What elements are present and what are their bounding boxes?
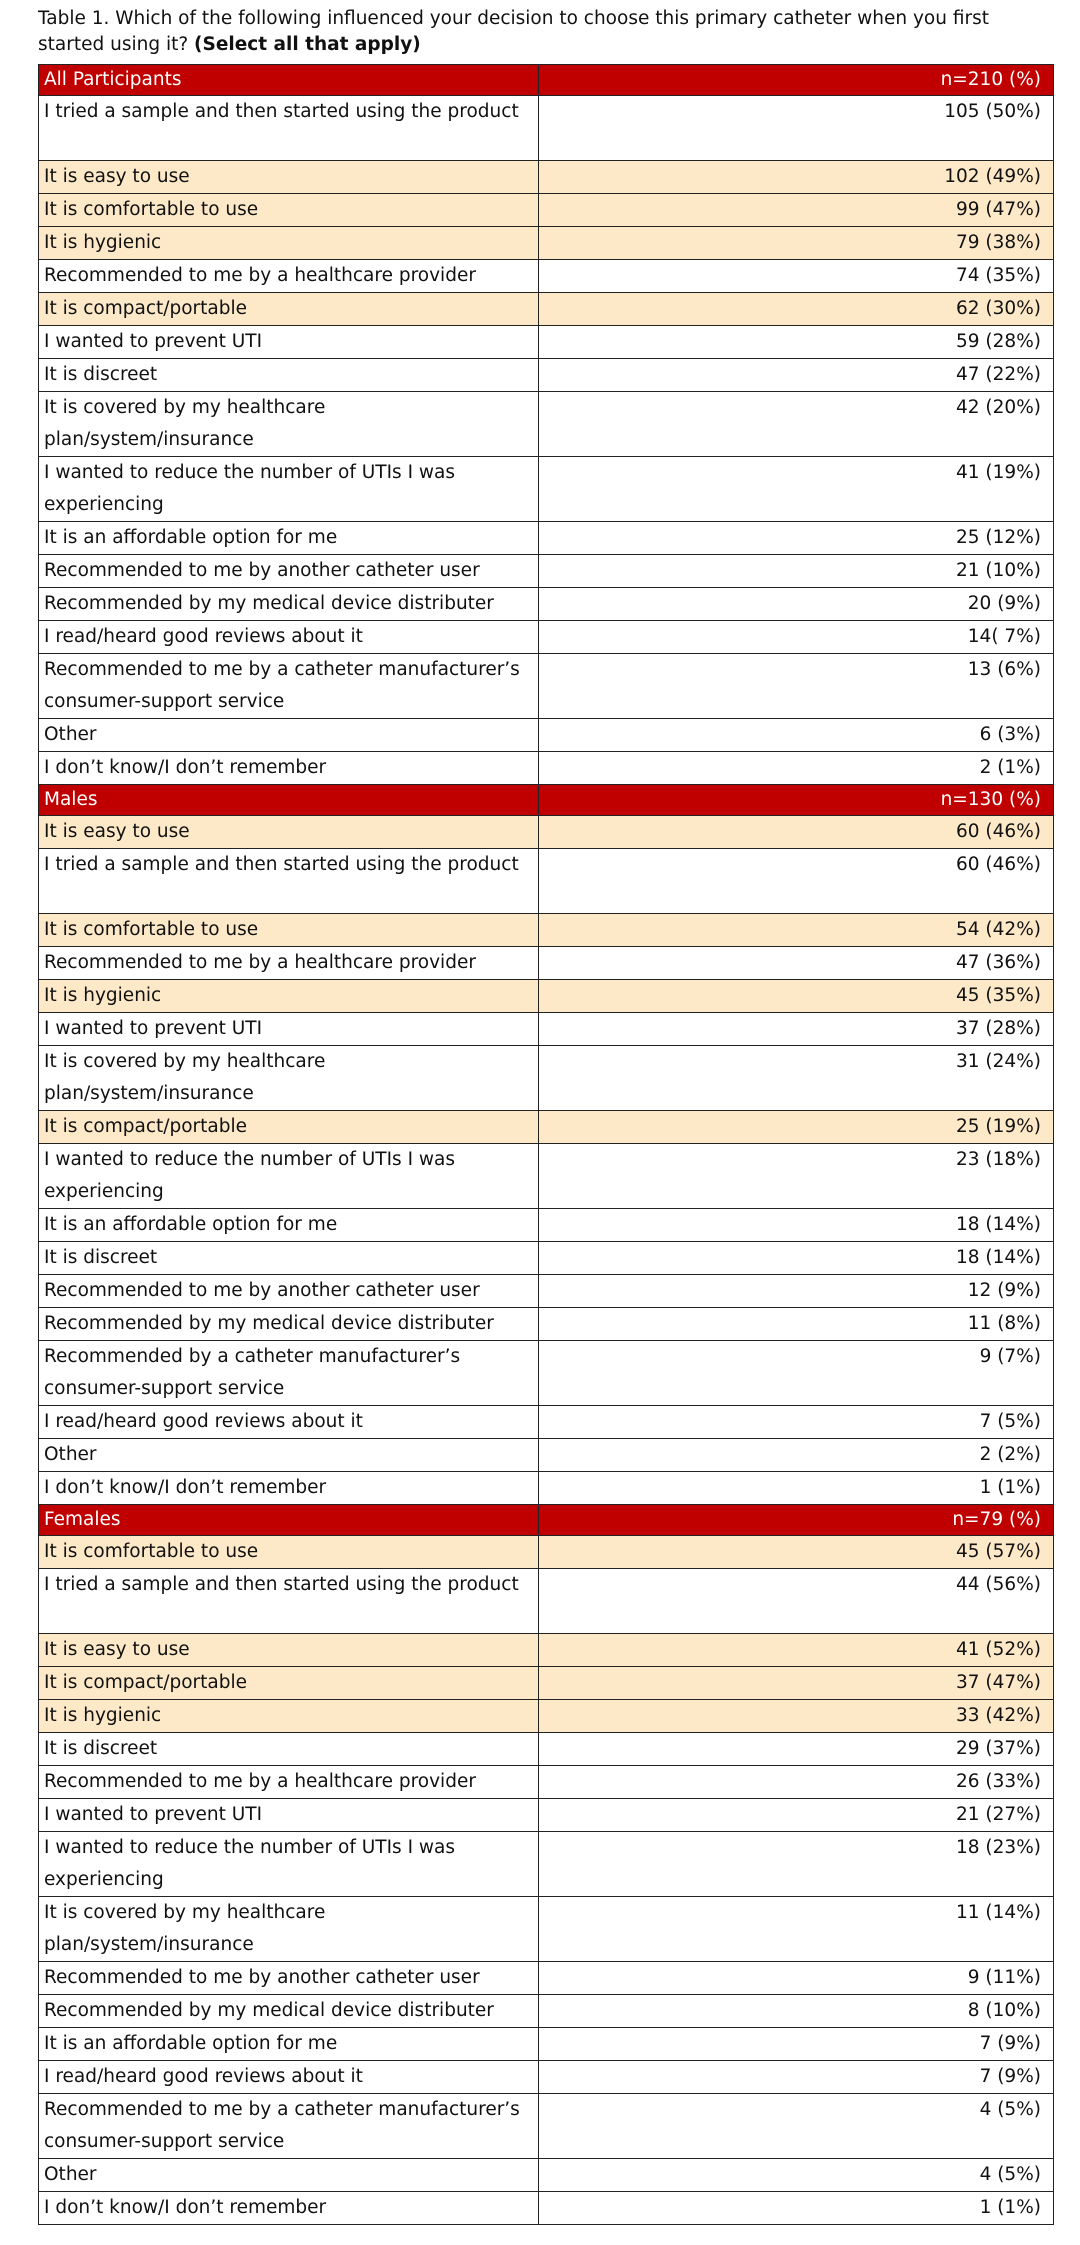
table-row <box>39 980 1054 1013</box>
row-value: 18 (14%) <box>539 1209 1054 1242</box>
row-label: Recommended to me by a healthcare provider <box>39 1766 539 1799</box>
table-row <box>39 1536 1054 1569</box>
row-label: Recommended to me by another catheter user <box>39 1275 539 1308</box>
table-row <box>39 260 1054 293</box>
row-label: Recommended to me by a healthcare provider <box>39 947 539 980</box>
table-row <box>39 588 1054 621</box>
row-value: 37 (47%) <box>539 1667 1054 1700</box>
table-row <box>39 1766 1054 1799</box>
table-row <box>39 1569 1054 1634</box>
table-row <box>39 2028 1054 2061</box>
table-row <box>39 1308 1054 1341</box>
table-row <box>39 2159 1054 2192</box>
row-value: 12 (9%) <box>539 1275 1054 1308</box>
table-row <box>39 947 1054 980</box>
row-label: Other <box>39 719 539 752</box>
table-row <box>39 326 1054 359</box>
row-label: It is discreet <box>39 359 539 392</box>
table-row <box>39 1832 1054 1897</box>
row-value: 99 (47%) <box>539 194 1054 227</box>
table-row <box>39 1275 1054 1308</box>
row-label: I don’t know/I don’t remember <box>39 1472 539 1505</box>
section-header-row <box>39 65 1054 96</box>
section-name: Females <box>39 1505 539 1536</box>
table-caption <box>38 6 1048 58</box>
table-row <box>39 1013 1054 1046</box>
table-row <box>39 752 1054 785</box>
row-label: It is an affordable option for me <box>39 2028 539 2061</box>
row-label: It is comfortable to use <box>39 914 539 947</box>
table-row <box>39 1667 1054 1700</box>
row-label: It is an affordable option for me <box>39 522 539 555</box>
section-sample-size: n=79 (%) <box>539 1505 1054 1536</box>
table-row <box>39 522 1054 555</box>
row-label: I wanted to reduce the number of UTIs I was experiencing <box>39 1144 539 1209</box>
table-row <box>39 1799 1054 1832</box>
row-label: Recommended by my medical device distributer <box>39 588 539 621</box>
table-row <box>39 1439 1054 1472</box>
row-value: 25 (19%) <box>539 1111 1054 1144</box>
row-value: 41 (52%) <box>539 1634 1054 1667</box>
row-value: 1 (1%) <box>539 2192 1054 2225</box>
row-label: Recommended by my medical device distributer <box>39 1995 539 2028</box>
table-row <box>39 1634 1054 1667</box>
table-row <box>39 359 1054 392</box>
row-label: I don’t know/I don’t remember <box>39 752 539 785</box>
row-label: It is easy to use <box>39 816 539 849</box>
row-label: I read/heard good reviews about it <box>39 2061 539 2094</box>
table-row <box>39 1995 1054 2028</box>
row-value: 60 (46%) <box>539 816 1054 849</box>
row-value: 60 (46%) <box>539 849 1054 914</box>
row-label: I wanted to prevent UTI <box>39 1013 539 1046</box>
row-value: 41 (19%) <box>539 457 1054 522</box>
table-row <box>39 392 1054 457</box>
row-value: 45 (57%) <box>539 1536 1054 1569</box>
row-value: 79 (38%) <box>539 227 1054 260</box>
table-row <box>39 719 1054 752</box>
row-label: I wanted to reduce the number of UTIs I was experiencing <box>39 457 539 522</box>
row-value: 23 (18%) <box>539 1144 1054 1209</box>
row-label: Other <box>39 2159 539 2192</box>
row-label: Recommended to me by another catheter user <box>39 555 539 588</box>
table-row <box>39 2061 1054 2094</box>
row-value: 4 (5%) <box>539 2159 1054 2192</box>
table-row <box>39 914 1054 947</box>
row-label: It is compact/portable <box>39 1111 539 1144</box>
row-value: 7 (9%) <box>539 2028 1054 2061</box>
row-value: 9 (7%) <box>539 1341 1054 1406</box>
row-value: 13 (6%) <box>539 654 1054 719</box>
row-value: 59 (28%) <box>539 326 1054 359</box>
row-value: 105 (50%) <box>539 96 1054 161</box>
section-sample-size: n=210 (%) <box>539 65 1054 96</box>
table-row <box>39 1341 1054 1406</box>
table-row <box>39 2192 1054 2225</box>
row-value: 21 (10%) <box>539 555 1054 588</box>
row-value: 31 (24%) <box>539 1046 1054 1111</box>
row-label: It is easy to use <box>39 1634 539 1667</box>
table-row <box>39 2094 1054 2159</box>
row-label: It is easy to use <box>39 161 539 194</box>
row-value: 2 (2%) <box>539 1439 1054 1472</box>
row-value: 45 (35%) <box>539 980 1054 1013</box>
row-value: 14( 7%) <box>539 621 1054 654</box>
row-value: 11 (8%) <box>539 1308 1054 1341</box>
row-value: 62 (30%) <box>539 293 1054 326</box>
row-label: It is hygienic <box>39 1700 539 1733</box>
table-body <box>39 65 1054 2225</box>
table-row <box>39 654 1054 719</box>
row-value: 29 (37%) <box>539 1733 1054 1766</box>
row-value: 21 (27%) <box>539 1799 1054 1832</box>
row-label: I wanted to prevent UTI <box>39 326 539 359</box>
table-row <box>39 555 1054 588</box>
table-row <box>39 1046 1054 1111</box>
row-value: 18 (14%) <box>539 1242 1054 1275</box>
table-row <box>39 161 1054 194</box>
row-label: It is discreet <box>39 1733 539 1766</box>
row-value: 4 (5%) <box>539 2094 1054 2159</box>
row-value: 20 (9%) <box>539 588 1054 621</box>
section-name: All Participants <box>39 65 539 96</box>
row-value: 42 (20%) <box>539 392 1054 457</box>
table-row <box>39 227 1054 260</box>
row-value: 44 (56%) <box>539 1569 1054 1634</box>
row-label: Recommended by my medical device distributer <box>39 1308 539 1341</box>
row-value: 18 (23%) <box>539 1832 1054 1897</box>
row-label: I tried a sample and then started using the product <box>39 96 539 161</box>
caption-text: Table 1. Which of the following influenced your decision to choose this primary catheter when you first started using it? <box>38 8 989 55</box>
row-label: It is covered by my healthcare plan/system/insurance <box>39 392 539 457</box>
row-value: 7 (5%) <box>539 1406 1054 1439</box>
row-label: It is comfortable to use <box>39 194 539 227</box>
table-row <box>39 1897 1054 1962</box>
row-label: I wanted to prevent UTI <box>39 1799 539 1832</box>
section-name: Males <box>39 785 539 816</box>
table-row <box>39 849 1054 914</box>
row-label: It is an affordable option for me <box>39 1209 539 1242</box>
table-row <box>39 1406 1054 1439</box>
row-value: 37 (28%) <box>539 1013 1054 1046</box>
row-label: It is hygienic <box>39 227 539 260</box>
row-label: It is covered by my healthcare plan/system/insurance <box>39 1897 539 1962</box>
row-value: 47 (36%) <box>539 947 1054 980</box>
table-row <box>39 1700 1054 1733</box>
row-label: I read/heard good reviews about it <box>39 621 539 654</box>
table-row <box>39 1472 1054 1505</box>
row-label: Recommended by a catheter manufacturer’s consumer-support service <box>39 1341 539 1406</box>
row-value: 25 (12%) <box>539 522 1054 555</box>
table-row <box>39 1209 1054 1242</box>
table-row <box>39 293 1054 326</box>
row-value: 11 (14%) <box>539 1897 1054 1962</box>
section-sample-size: n=130 (%) <box>539 785 1054 816</box>
row-value: 1 (1%) <box>539 1472 1054 1505</box>
row-value: 74 (35%) <box>539 260 1054 293</box>
row-label: It is discreet <box>39 1242 539 1275</box>
row-label: I wanted to reduce the number of UTIs I was experiencing <box>39 1832 539 1897</box>
row-label: It is compact/portable <box>39 293 539 326</box>
row-value: 102 (49%) <box>539 161 1054 194</box>
table-row <box>39 1111 1054 1144</box>
table-row <box>39 96 1054 161</box>
table-row <box>39 457 1054 522</box>
row-value: 54 (42%) <box>539 914 1054 947</box>
row-label: I tried a sample and then started using the product <box>39 849 539 914</box>
row-label: I read/heard good reviews about it <box>39 1406 539 1439</box>
table-row <box>39 1962 1054 1995</box>
row-label: It is compact/portable <box>39 1667 539 1700</box>
table-row <box>39 1733 1054 1766</box>
row-label: It is hygienic <box>39 980 539 1013</box>
row-label: Other <box>39 1439 539 1472</box>
row-label: Recommended to me by another catheter user <box>39 1962 539 1995</box>
row-label: Recommended to me by a catheter manufacturer’s consumer-support service <box>39 654 539 719</box>
row-value: 8 (10%) <box>539 1995 1054 2028</box>
caption-instruction: (Select all that apply) <box>194 34 421 55</box>
row-value: 47 (22%) <box>539 359 1054 392</box>
table-row <box>39 1242 1054 1275</box>
section-header-row <box>39 1505 1054 1536</box>
section-header-row <box>39 785 1054 816</box>
survey-results-table <box>38 64 1054 2225</box>
row-label: I tried a sample and then started using the product <box>39 1569 539 1634</box>
row-value: 7 (9%) <box>539 2061 1054 2094</box>
table-row <box>39 194 1054 227</box>
table-row <box>39 621 1054 654</box>
row-label: Recommended to me by a catheter manufacturer’s consumer-support service <box>39 2094 539 2159</box>
row-value: 6 (3%) <box>539 719 1054 752</box>
table-row <box>39 1144 1054 1209</box>
row-value: 33 (42%) <box>539 1700 1054 1733</box>
row-value: 2 (1%) <box>539 752 1054 785</box>
table-row <box>39 816 1054 849</box>
row-label: I don’t know/I don’t remember <box>39 2192 539 2225</box>
row-label: Recommended to me by a healthcare provider <box>39 260 539 293</box>
row-value: 9 (11%) <box>539 1962 1054 1995</box>
row-value: 26 (33%) <box>539 1766 1054 1799</box>
row-label: It is covered by my healthcare plan/system/insurance <box>39 1046 539 1111</box>
row-label: It is comfortable to use <box>39 1536 539 1569</box>
